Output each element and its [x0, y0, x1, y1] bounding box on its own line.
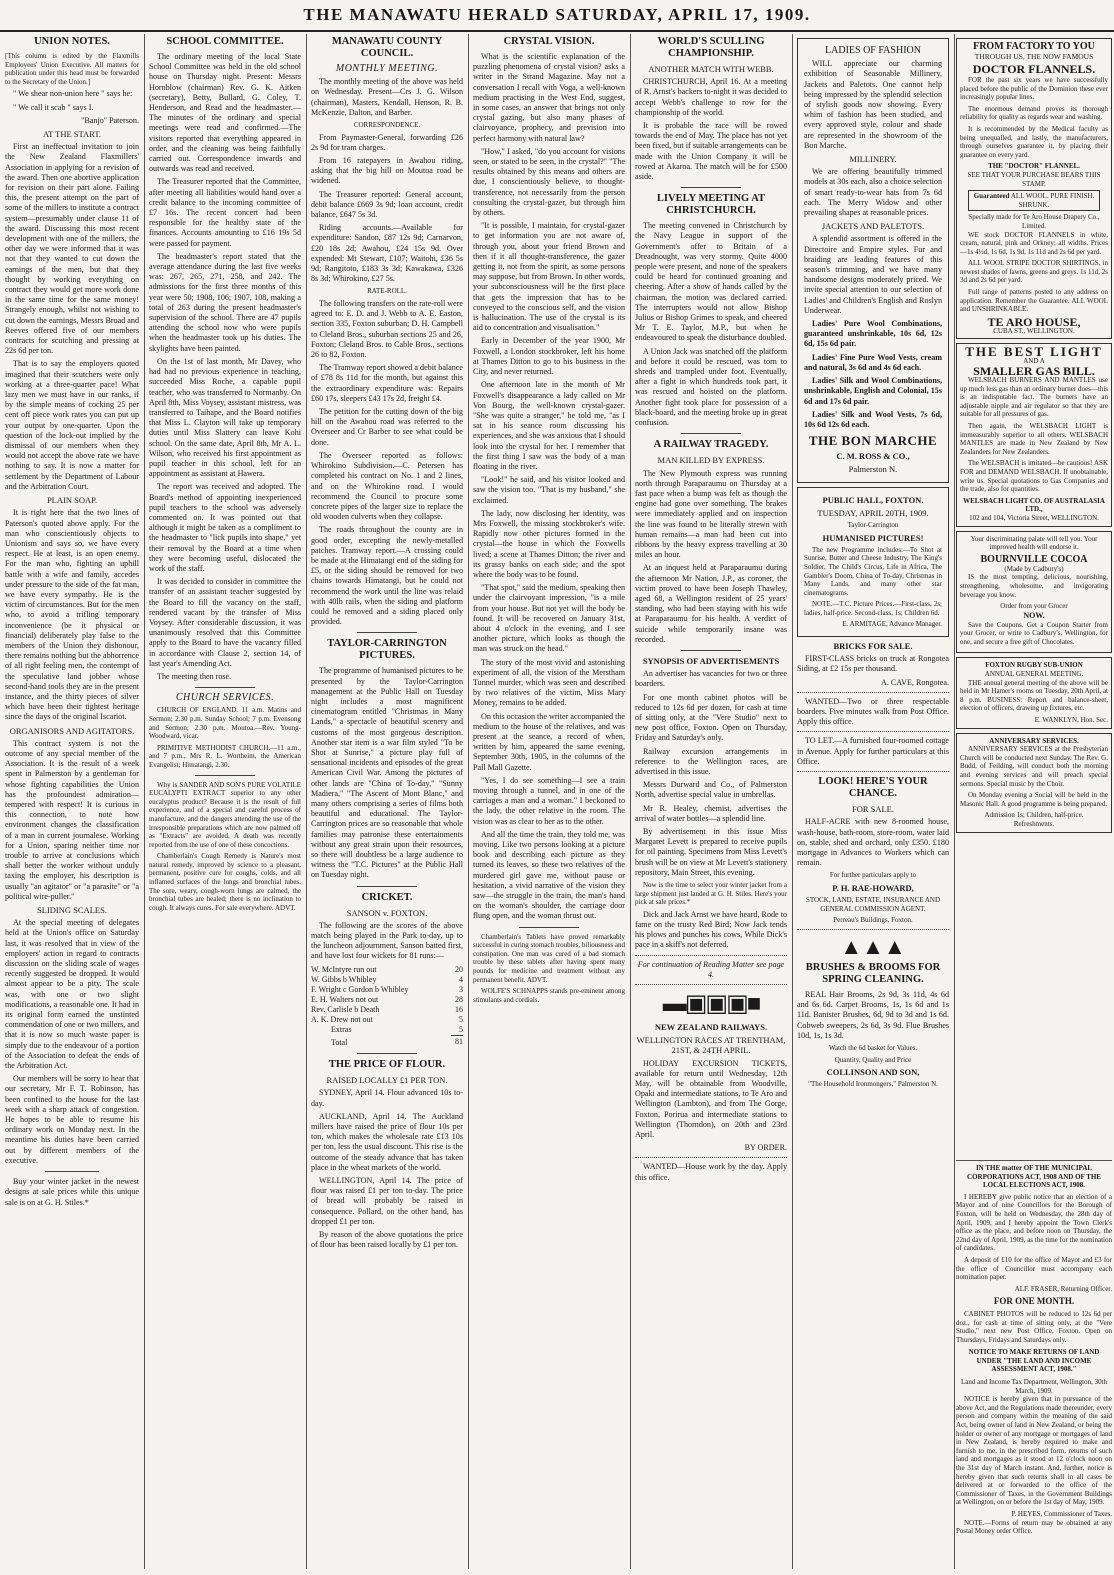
heading-correspondence: CORRESPONDENCE. [353, 121, 421, 130]
light-line-2: SMALLER GAS BILL. [973, 364, 1095, 379]
heading-organisors: ORGANISORS AND AGITATORS. [9, 725, 135, 736]
wool-item: Ladies' Silk and Wool Vests, 7s 6d, 10s 6d 12s 6d each. [804, 409, 942, 429]
paragraph: Our members will be sorry to hear that our secretary, Mr F. T. Robinson, has been confined to the house for the last week with a sharp attack of congestion. He hopes to be able to resume his ordinary work on Monday next. In the meantime his duties have been carried out by different members of the executive. [5, 1074, 139, 1165]
bon-marche-place: Palmerston N. [848, 464, 898, 475]
paragraph: The following transfers on the rate-roll were agreed to: E. D. and J. Webb to A. E. Easton, section 335, Foxton suburban; D. H. Campbell to Cleland Bros., suburban sections 25 and 26, Foxton; Cleland Bros. to Cable Bros., sections 26 to 82, Foxton. [311, 299, 463, 360]
flour-title: THE PRICE OF FLOUR. [328, 1059, 446, 1071]
column-crystal-vision [470, 34, 628, 1569]
divider [519, 927, 580, 928]
paragraph: This contract system is not the outcome of any special member of the Association. It is the result of a week spent in Palmerston by a gentleman for whose fighting capabilities the Union has the profoundest admiration—tempered with respect! It is curious in this connection, to note how environment changes the classification of a man in current journalese. Working for a Union, sparing neither time nor trouble to arrive at conclusions which shall better the worker without unduly taxing the employer, his description is usually "an agitator" or "a parasite" or "a political wire-puller." [5, 738, 139, 901]
county-council-title: MANAWATU COUNTY COUNCIL. [331, 36, 443, 59]
paragraph: The monthly meeting of the above was held on Wednesday. Present—Crs J. G. Wilson (chairman), Masters, Kendall, Henson, R. B. McKenzie, Dalton, and Barber. [311, 77, 463, 117]
railways-order: BY ORDER. [744, 1143, 787, 1153]
paragraph: Early in December of the year 1900, Mr Foxwell, a London stockbroker, left his home at Thames Ditton to go to his business in the City, and never returned. [473, 336, 625, 377]
hall-head: HUMANISED PICTURES! [822, 532, 924, 543]
paragraph: Mr R. Healey, chemist, advertises the arrival of water bottles—a splendid line. [635, 803, 787, 823]
quote-line-2: " We call it scab " says I. [13, 102, 94, 112]
tearo-house: TE ARO HOUSE, [987, 314, 1081, 329]
divider [357, 1053, 418, 1054]
paragraph: CABINET PHOTOS will be reduced to 12s 6d per doz., for cash at time of sitting only, at the "Vere Studio," next new Post Office, Foxton. Open on Thursdays, Fridays and Saturdays only. [956, 1309, 1112, 1344]
paragraph: I HEREBY give public notice that an election of a Mayor and of nine Councillors for the Borough of Foxton, will be held on Wednesday, the 28th day of April, 1909, and I hereby appoint the Town Clerk's office as the place, and before noon on Thursday, the 22nd day of April, 1909, as the time for the nomination of candidates. [956, 1192, 1112, 1253]
paragraph: The Overseer reported as follows: Whirokino Subdivision.—C. Petersen has completed his contract on No. 1 and 2 lines, and on the Whirokino road. I would recommend the Council to procure some concrete pipes of the larger size to replace the old wooden culverts when they collapse. [311, 450, 463, 522]
table-row: A. K. Drew not out 5 [311, 1014, 463, 1024]
stamp-title: THE "DOCTOR" FLANNEL. [988, 162, 1080, 171]
column-rule [306, 34, 307, 1569]
anniversary-advert [956, 733, 1112, 833]
bon-marche-name: C. M. ROSS & CO., [836, 451, 910, 462]
paragraph: "Look!" he said, and his visitor looked and saw the vision too. "That is my husband," she exclaimed. [473, 475, 625, 505]
paragraph: TO LET.—A furnished four-roomed cottage in Avenue. Apply for further particulars at this Office. [797, 736, 949, 766]
hall-date: TUESDAY, APRIL 20TH, 1909. [817, 507, 929, 518]
stamp-guaranteed: Guaranteed [973, 192, 1010, 201]
welsbach-company: WELSBACH LIGHT CO. OF AUSTRALASIA LTD., [963, 496, 1105, 514]
paragraph: "Yes, I do see something—I see a train moving through a tunnel, and in one of the carriages a man and a woman." I beckoned to the lady, the other relative in the room. The vision was as clear to her as to the other. [473, 775, 625, 826]
paragraph: ALL WOOL STRIPE DOCTOR SHIRTINGS, in newest shades of fawns, greens and greys. 1s 11d, 2s 3d and 2s 6d per yard. [960, 259, 1108, 285]
stamp-made: Specially made for Te Aro House Drapery Co., Limited. [968, 213, 1100, 230]
cricket-scorecard [311, 965, 463, 1049]
paragraph: REAL Hair Brooms, 2s 9d, 3s 11d, 4s 6d and 6s 6d. Carpet Brooms, 1s, 1s 6d and 1s 11d. Banister Brushes, 6d, 9d to 3d and 1s 6d. Cobweb sweepers, 2s 6d, 3s 9d. Flue Brushes 10d, 1s, 1s 3d. [797, 989, 949, 1040]
anniversary-admission: Admission 1s; Children, half-price. [984, 811, 1084, 820]
hall-sub: Taylor-Carrington [847, 520, 899, 529]
paragraph: On the 1st of last month, Mr Davey, who had had no previous experience in teaching, succeeded Miss Roche, a capable pupil teacher, who was transferred to Normanby. On April 8th, Miss Voysey, assistant mistress, was transferred to Taihape, and the Board notifies that Miss L. Clayton will take up temporary duties until Miss Slattery can leave Kohi school. On the same date, April 8th, Mr A. L. Wilson, who received his first appointment as pupil teacher in this school, left for an appointment as assistant at Hawera. [149, 356, 301, 479]
paragraph: "It is possible, I maintain, for crystal-gazer to get information you are not aware of, through you, about your friend Brown and then if it all thought-transference, the gazer getting it, not from the spirit, as some persons may suppose, but from Brown. In other words, your subconsciousness will be the first place that gets the impression that has to be conveyed to the conscious self, and the vision is hallucination. The use of the crystal is its aid to concentration and visualisation." [473, 221, 625, 333]
paragraph: "How," I asked, "do you account for visions seen, or stated to be seen, in the crystal?" "The results obtained by this means and others are due, I conscientiously believe, to thought-transference, not necessarily from the person consulting the crystal-gazer, but through him by others. [473, 146, 625, 218]
railways-paragraph: HOLIDAY EXCURSION TICKETS, available for return until Wednesday, 12th May, will be obtainable from Woodville, Opaki and intermediate stations, to Te Aro and Wellington (Lambton), and from The Gorge, Foxton, Porirua and intermediate stations to Wellington (Thorndon), on 20th and 23rd April. [635, 1058, 787, 1140]
paragraph: The enormous demand proves its thorough reliability for quality as regards wear and washing. [960, 104, 1108, 122]
paragraph: The Tramway report showed a debit balance of £78 8s 11d for the month, but against this the extraordinary expenditure was: Repairs £60 17s, sleepers £43 17s 2d, freight £4. [311, 363, 463, 403]
paragraph: The lady, now disclosing her identity, was Mrs Foxwell, the missing stockbroker's wife. Rapidly now other pictures formed in the crystal—the house in which the Foxwells lived; a scene at Thames Ditton; the river and its grassy banks on each side; and the spot where the body was to be found. [473, 508, 625, 579]
railways-title: NEW ZEALAND RAILWAYS. [654, 1022, 768, 1033]
rugby-heading: FOXTON RUGBY SUB-UNION [985, 661, 1083, 670]
heading-sliding-scales: SLIDING SCALES. [37, 905, 107, 916]
tablets-advert: Chamberlain's Tablets have proved remarkably successful in curing stomach troubles, biliousness and constipation. One man was cured of a bad stomach trouble by these tablets after having spent many pounds for medicine and treatment without any permanent benefit. ADVT. [473, 932, 625, 984]
paragraph: CHRISTCHURCH, April 16. At a meeting of R. Arnst's backers to-night it was decided to accept Webb's challenge to row for the championship of the world. [635, 77, 787, 117]
railway-tragedy-sub: MAN KILLED BY EXPRESS. [657, 455, 765, 466]
column-rule [630, 34, 631, 1569]
paragraph: FOR the past six years we have successfully placed before the public of the Dominion these ever increasingly popular lines. [960, 76, 1108, 102]
brush-illustration: ▲▲▲ [840, 933, 906, 959]
paragraph: HALF-ACRE with new 8-roomed house, wash-house, bath-room, store-room, water laid on, stable, shed and orchard, only £350. £180 mortgage in Advances to Workers which can remain. [797, 817, 949, 868]
paragraph: The report was received and adopted. The Board's method of appointing inexperienced pupil teachers to the school was adversely commented on. It was pointed out that although it might be taken as a compliment to the headmaster to "lick pupils into shape," yet their removal by the Board at a time when they were becoming useful, dislocated the work of the staff. [149, 482, 301, 573]
cocoa-by: (Made by Cadbury's) [1004, 564, 1064, 573]
cocoa-heading: BOURNVILLE COCOA [980, 553, 1088, 565]
spacer [820, 34, 826, 1569]
divider [195, 687, 256, 688]
ladies-title: LADIES OF FASHION [825, 45, 921, 56]
paragraph: SYDNEY, April 14. Flour advanced 10s to-day. [311, 1088, 463, 1108]
paragraph: We are offering beautifully trimmed models at 30s each, also a choice selection of smart ready-to-wear hats from 7s 6d each. The Merry Widow and other prevailing shapes at reasonable prices. [804, 167, 942, 218]
paragraph: The Treasurer reported that the Committee, after meeting all liabilities would hand over a credit balance to the incoming committee of £7 16s. The recent concert had been responsible for the healthy state of the finances. Accounts amounting to £16 19s 5d were passed for payment. [149, 177, 301, 248]
wool-item: Ladies' Silk and Wool Combinations, unshrinkable, English and Colonial, 15s 6d and 17s 6d pair. [804, 376, 942, 406]
paragraph: The following are the scores of the above match being played in the Park to-day, up to the luncheon adjournment, Sanson batted first, and have lost four wickets for 81 runs:— [311, 920, 463, 961]
rugby-signature: E. WANKLYN, Hon. Sec. [1034, 716, 1108, 725]
sale-address: Perreau's Buildings, Foxton. [833, 916, 913, 925]
brush-quality: Quantity, Quality and Price [834, 1055, 912, 1064]
anniversary-heading: ANNIVERSARY SERVICES. [989, 736, 1079, 745]
column-rule [468, 34, 469, 1569]
stamp-lines: ALL WOOL. PURE FINISH. SHRUNK. [1010, 192, 1095, 209]
paragraph: The ordinary meeting of the local State School Committee was held in the old school house on Thursday night. Present: Messrs Hornblow (chairman) Rev. G. K. Aitken (secretary), Betty, Bullard, G. Coley, T. Henderson, and Read and the headmaster.—The minutes of the ordinary and special meetings were read and confirmed.—The visitors reported that everything appeared in order, and the cleaning was being faithfully carried out. Correspondence inwards and outwards was read and received. [149, 52, 301, 174]
brushes-heading: BRUSHES & BROOMS FOR SPRING CLEANING. [805, 961, 941, 985]
paragraph: By advertisement in this issue Miss Margaret Levett is prepared to receive pupils for oil painting. Specimens from Miss Levett's brush will be on view at Mr Levett's stationery repository, Main Street, this evening. [635, 827, 787, 877]
welsbach-advert [956, 343, 1112, 526]
column-adverts [794, 34, 952, 1569]
table-row: Rev. Carlisle b Death 16 [311, 1004, 463, 1014]
paragraph: On this occasion the writer accompanied the medium to the house of the relatives, and was present at the seance, a record of when, written by him, appeared the same evening, September 30th, 1905, in the columns of the Pall Mall Gazette. [473, 711, 625, 772]
rugby-advert [956, 657, 1112, 728]
footer-notice: Buy your winter jacket in the newest designs at sale prices while this unique sale is on at G. H. Stiles.* [5, 1177, 139, 1207]
brush-firm: COLLINSON AND SON, [826, 1067, 920, 1078]
cricket-title: CRICKET. [361, 891, 413, 903]
paragraph: A deposit of £10 for the office of Mayor and £3 for the office of Councillor must accompany each nomination paper. [956, 1255, 1112, 1282]
paragraph: Then again, the WELSBACH LIGHT is immeasurably superior to all others. WELSBACH MANTLES are made in New Zealand by New Zealanders for New Zealanders. [960, 422, 1108, 456]
pictures-title: TAYLOR-CARRINGTON PICTURES. [327, 638, 447, 662]
paragraph: At an inquest held at Paraparaumu during the afternoon Mr Nation, J.P., as coroner, the victim proved to have been Joseph Thawley, aged 68, a Wellington resident of 25 years' standing, who had been staying with his wife at Paraparaumu for his health. A verdict of suicide while temporarily insane was recorded. [635, 563, 787, 644]
paragraph: NOTE.—T.C. Picture Prices.—First-class, 2s; ladies, half-price. Second-class, 1s; Children 6d. [804, 600, 942, 617]
paragraph: Messrs Durward and Co., of Palmerston North, advertise special value in umbrellas. [635, 780, 787, 800]
divider [195, 775, 256, 776]
factory-head: DOCTOR FLANNELS. [972, 62, 1096, 76]
guarantee-stamp [968, 190, 1100, 211]
church-listing: PRIMITIVE METHODIST CHURCH.—11 a.m., and 7 p.m., Mrs R. L. Wortheim, the American Evangelist; Himatangi, 2.30. [149, 743, 301, 769]
paragraph: The roads throughout the county are in good order, excepting the newly-metalled patches. Tramway report.—A crossing could be made at the Himatangi end of the siding for £5, or the siding should be removed for two chains towards Himatangi, but he could not recommend the work until the line was relaid with 40lb rails, when the siding and platform could be removed and a siding placed only provided. [311, 525, 463, 627]
factory-sub: THROUGH US, THE NOW FAMOUS [974, 52, 1094, 61]
light-and: AND A [1023, 357, 1045, 366]
sale-apply: For further particulars apply to [829, 871, 917, 880]
divider [681, 433, 742, 434]
table-row: Total 81 [331, 1036, 463, 1048]
brush-firm-sub: "The Household Ironmongers," Palmerston N. [808, 1080, 938, 1089]
paragraph: NOTICE is hereby given that in pursuance of the above Act, and the Regulations made thereunder, every person and company within the meaning of the said Act, being owner of land in New Zealand, or being the holder or owner of any mortgage or mortgages of land in New Zealand, is hereby required to make and furnish to me, in the prescribed form, returns of such land and mortgages as it stood at 12 o'clock noon on the 31st day of March instant. And, further, notice is hereby given that such returns shall in all cases be delivered at or forwarded to the office of the Commissioner of Taxes, in the Government Buildings at Wellington, on or before the 1st day of May, 1909. [956, 1395, 1112, 1507]
railways-sub: WELLINGTON RACES AT TRENTHAM, 21ST, & 24TH APRIL. [636, 1035, 786, 1056]
paragraph: Save the Coupons. Get a Coupon Starter from your Grocer, or write to Cadbury's, Wellington, for one, and secure a free gift of Chocolates. [960, 620, 1108, 646]
table-row: W. McIntyre run out 20 [311, 964, 463, 974]
wanted-advert: WANTED—House work by the day. Apply this office. [635, 1162, 787, 1182]
paragraph: The headmaster's report stated that the average attendance during the last five weeks was: 267, 265, 271, 258, and 242. The admissions for the first three months of this year were 50; 1908, 106; 1907, 108, making a total of 263 during the present headmaster's supervision of the school. There are 47 pupils attending the school now who were pupils when the headmaster took up his duties. The skylights have been painted. [149, 251, 301, 353]
column-rule [144, 34, 145, 1569]
cough-remedy-advert: Chamberlain's Cough Remedy is Nature's most natural remedy, improved by science to a pleasant, permanent, positive cure for coughs, colds, and all inflamed surfaces of the lungs and bronchial tubes. The sore, weary, cough-worn lungs are calmed, the bronchial tubes are healed; there is no inclination to cough. It always cures. For sale everywhere. ADVT. [149, 852, 301, 912]
paragraph: On Monday evening a Social will be held in the Masonic Hall. A good programme is being prepared. [960, 791, 1108, 808]
verse: Dick and Jack Arnst we have heard, Rode to fame on the trusty Red Bird; Now Jack tends his plows and punches his cows, While Dick's pace in a skiff's not deferred. [635, 909, 787, 950]
for-sale-heading: FOR SALE. [851, 804, 895, 815]
paragraph: One afternoon late in the month of Mr Foxwell's disappearance a lady called on Mr Von Bourg, the well-known crystal-gazer. "She was quite a stranger," he told me, "as I sat in his seance room discussing his experiences, and she was anxious that I should look into the crystal for her. I remember that the first thing I saw was the body of a man floating in the river. [473, 380, 625, 471]
lively-meeting-title: LIVELY MEETING AT CHRISTCHURCH. [656, 193, 766, 217]
paragraph: The meeting then rose. [157, 671, 232, 681]
paragraph: Riding accounts.—Available for expenditure: Sandon, £87 12s 9d; Carnarvon, £20 18s 2d; Awahou, £24 15s 9d. Over expended: Mt Stewart, £107; Waitohi, £36 5s 9d; Rangitoto, £183 3s 3d; Kawakawa, £326 8s 3d; Whirokino, £27 5s. [311, 223, 463, 284]
paragraph: WANTED—Two or three respectable boarders. Five minutes walk from Post Office. Apply this office. [797, 696, 949, 727]
quote-author: "Banjo" Paterson. [81, 115, 139, 125]
divider [357, 886, 418, 887]
divider [357, 632, 418, 633]
paragraph: WELLINGTON, April 14. The price of flour was raised £1 per ton to-day. The price of bread will probably be raised in consequence. Pollard, on the other hand, has dropped £1 per ton. [311, 1175, 463, 1226]
paragraph: AUCKLAND, April 14. The Auckland millers have raised the price of flour 10s per ton, which makes the wholesale rate £13 10s per ton, less the usual discount. This rise is the outcome of the steady advance that has taken place in the wheat markets of the world. [311, 1111, 463, 1172]
cocoa-now: NOW. [1023, 610, 1045, 620]
paragraph: Now is the time to select your winter jacket from a large shipment just landed at G. H. Stiles. Here's your pick at sale prices.* [635, 881, 787, 907]
factory-title: FROM FACTORY TO YOU [973, 41, 1095, 52]
heading-plain-soap: PLAIN SOAP. [46, 495, 98, 506]
paragraph: IS the most tempting, delicious, nourishing, strengthening, wholesome, and invigorating beverage you know. [960, 573, 1108, 599]
paragraph: ANNIVERSARY SERVICES at the Presbyterian Church will be conducted next Sunday. The Rev. G. Budd, of Feilding, will conduct both the morning and evening services and will preach special sermons. Special music by the Choir. [960, 745, 1108, 788]
divider [635, 984, 787, 985]
paragraph: "That spot," said the medium, speaking then under the clairvoyant impression, "is a mile from your house. But not yet will the body be found. It will be recovered on January 31st, about 4 o'clock in the evening, and I see another picture, which looks as though the man was struck on the head." [473, 583, 625, 654]
paragraph: THE annual general meeting of the above will be held in Mr Hamer's rooms on Tuesday, 20th April, at 8 p.m. BUSINESS: Report and balance-sheet, election of officers, drawing up fixtures, etc. [960, 678, 1108, 713]
paragraph: WE stock DOCTOR FLANNELS in white, cream, natural, pink and Orkney; all widths. Prices—1s 4½d, 1s 6d, 1s 9d, 1s 11d and 2s 6d per yard. [960, 230, 1108, 256]
paragraph: The story of the most vivid and astonishing experiment of all, the vision of the Merstham Tunnel murder, which was seen and described by two relatives of the victim, Miss Mary Money, remains to be added. [473, 657, 625, 708]
paragraph: For one month cabinet photos will be reduced to 12s 6d per dozen, for cash at time of sitting only, at the "Vere Studio" next to new post office, Foxton. Open on Thursday, Friday and Saturday's only. [635, 692, 787, 743]
train-illustration: ▬▣▣▣■ [662, 991, 760, 1018]
flour-sub: RAISED LOCALLY £1 PER TON. [326, 1075, 448, 1086]
paragraph: And all the time the train, they told me, was moving. Like two persons looking at a picture book and describing each picture as they turned its leaves, so these two relatives of the murdered girl gave me, without pause or hesitation, a vivid narrative of the vision they saw—the struggle in the train, the man's hand on the woman's shoulder, the carriage door flung open, and the woman thrust out. [473, 829, 625, 921]
municipal-signature: ALF. FRASER, Returning Officer. [1014, 1284, 1112, 1293]
divider [45, 1171, 99, 1172]
brush-watch: Watch the 6d basket for Values. [828, 1043, 918, 1052]
paragraph: It is recommended by the Medical faculty as being unequalled, and lastly, the manufacturers, through ourselves guarantee it, by placing their guarantee on every yard. [960, 124, 1108, 159]
paragraph: The meeting convened in Christchurch by the Navy League in support of the Government's offer to Britain of a Dreadnought, was very stormy. Quite 4000 people were present, and none of the speakers could be heard for continued groaning and cheering. After a show of hands called by the chairman, the motion was declared carried. The interrupters would not allow Bishop Julius or Bishop Grimes to speak, and cheered Mr T. E. Taylor, M.P., but when he endeavoured to speak the disturbance doubled. [635, 221, 787, 343]
bon-marche-title: THE BON MARCHE [808, 433, 938, 449]
millinery-heading: MILLINERY. [849, 154, 897, 165]
paragraph: At the special meeting of delegates held at the Union's office on Saturday last, it was resolved that in view of the employers' action in regard to contracts discussion on the sliding scale of wages recently suggested be dropped. It would almost appear to be a pity. The scale was, with one or two slight modifications, a reasonable one. It had in its original form earned the unstinted commendation of one or two millers, and that it is now so much waste paper is simply due to the endeavour of a portion of the Association to defeat the ends of the Arbitration Act. [5, 918, 139, 1071]
paragraph: A Union Jack was snatched off the platform and before it could be rescued, was torn to shreds and trampled under foot. Eventually, after a fight in which hundreds took part, it was rescued and hoisted on the platform. Another fight took place for possession of a black-board, and the meeting broke up in great confusion. [635, 346, 787, 428]
sale-agent: P. H. RAE-HOWARD, [832, 882, 914, 893]
anniversary-refreshments: Refreshments. [1013, 819, 1055, 828]
divider [681, 187, 742, 188]
paragraph: Railway excursion arrangements in reference to the Wellington races, are advertised in this issue. [635, 746, 787, 776]
look-heading: LOOK! HERE'S YOUR CHANCE. [818, 776, 928, 800]
cocoa-advert [956, 531, 1112, 654]
table-row: W. Gibbs b Whibley 4 [311, 974, 463, 984]
cricket-sub: SANSON v. FOXTON. [346, 907, 428, 918]
paragraph: What is the scientific explanation of the puzzling phenomena of crystal vision? asks a writer in the Strand Magazine. May not a conversation I recall with Voga, a well-known medium practising in the West End, suggest, in some cases, an answer that brings not only crystal gazing, but also many phases of clairvoyance, prophecy, and prevision into perfect harmony with natural law? [473, 52, 625, 143]
divider [635, 955, 787, 956]
rugby-sub: ANNUAL GENERAL MEETING. [984, 670, 1084, 679]
hall-title: PUBLIC HALL, FOXTON. [822, 494, 924, 505]
divider [681, 650, 742, 651]
paragraph: WILL appreciate our charming exhibition of Seasonable Millinery, Jackets and Paletots. One cannot help being impressed by the splendid selection of stylish goods now showing. Every whim of fashion has been studied, and every approved style, colour and shade are represented in the showroom of the Bon Marche. [804, 59, 942, 150]
wool-item: Ladies' Fine Pure Wool Vests, cream and natural, 3s 6d and 4s 6d each. [804, 352, 942, 372]
doctor-flannels-advert [956, 38, 1112, 339]
synopsis-title: SYNOPSIS OF ADVERTISEMENTS [642, 655, 780, 666]
paragraph: From Paymaster-General, forwarding £26 2s 9d for tram charges. [311, 132, 463, 152]
tax-heading: NOTICE TO MAKE RETURNS OF LAND UNDER "THE LAND AND INCOME ASSESSMENT ACT, 1908." [968, 1348, 1100, 1374]
church-services-title: CHURCH SERVICES. [175, 692, 275, 704]
paragraph: By reason of the above quotations the price of flour has been raised locally by £1 per ton. [311, 1229, 463, 1250]
one-month-heading: FOR ONE MONTH. [993, 1296, 1075, 1307]
welsbach-address: 102 and 104, Victoria Street, WELLINGTON. [969, 513, 1099, 522]
municipal-heading: IN THE matter OF THE MUNICIPAL CORPORATIONS ACT, 1908 AND OF THE LOCAL ELECTIONS ACT, 1908. [967, 1164, 1101, 1190]
masthead: THE MANAWATU HERALD SATURDAY, APRIL 17, 1909. [0, 0, 1114, 32]
paragraph: The New Plymouth express was running north through Paraparaumu on Thursday at a fast pace when a bump was felt as though the engine had gone over something. The brakes were immediately applied and on inspection the line was found to be literally strewn with human remains—a man had been cut into ribbons by the heavy express travelling at 30 miles an hour. [635, 468, 787, 560]
sculling-sub: ANOTHER MATCH WITH WEBB. [648, 64, 774, 74]
wool-item: Ladies' Pure Wool Combinations, guaranteed unshrinkable, 10s 6d, 12s 6d, 15s 6d pair. [804, 319, 942, 349]
paragraph: That is to say the employers quoted imagined that their scutchers were only working at a three-quarter pace! What lazy men we must have in our ranks, if by the simple means of cocking 25 per cent off piece work rates you can put up your output by one-quarter. Upon the question of the lock-out implied by the dismissal of our members when they would not accept the above rate we have nothing to say. It is now a matter for settlement by the Department of Labour and the Arbitration Court. [5, 359, 139, 491]
light-line-1: THE BEST LIGHT [965, 344, 1103, 360]
column-school-committee [146, 34, 304, 1569]
paragraph: It was decided to consider in committee the transfer of an assistant teacher suggested by the Board to fill the vacancy on the staff, rendered vacant by the transfer of Miss Voysey. After considerable discussion, it was unanimously resolved that this Committee apply to the Board to have the vacancy filled in accordance with Clause 2, section 14, of last year's Amending Act. [149, 577, 301, 668]
paragraph: A splendid assortment is offered in the Directoire and Empire styles. Fur and braiding are leading features of this season's trimming, and we have many handsome designs moderately priced. We invite special attention to our selection of Ladies' and Children's English and Roslyn Underwear. [804, 234, 942, 315]
heading-at-the-start: AT THE START. [42, 128, 102, 139]
sale-agent-sub: STOCK, LAND, ESTATE, INSURANCE AND GENERAL COMMISSION AGENT. [805, 896, 941, 913]
union-notes-title: UNION NOTES. [34, 36, 110, 47]
paragraph: The WELSBACH is imitated—be cautious! ASK FOR and DEMAND WELSBACH. If unobtainable, write us. Special quotations to Gas Companies and the trade, also for quantities. [960, 459, 1108, 494]
paragraph: Your discriminating palate will tell you. Your improved health will endorse it. [970, 534, 1098, 552]
tax-department: Land and Income Tax Department, Wellington, 30th March, 1909. [960, 1378, 1108, 1395]
paragraph: WELSBACH BURNERS AND MANTLES use up much less gas than an ordinary burner does—this is an indisputable fact. The burners have an adjustable nipple and air regulator so that they are suitable for all pressures of gas. [960, 376, 1108, 419]
paragraph: FIRST-CLASS bricks on truck at Rongotea Siding, at £2 15s per thousand. [797, 654, 949, 674]
column-sculling [632, 34, 790, 1569]
bricks-signature: A. CAVE, Rongotea. [881, 677, 949, 687]
quote-line-1: " We shear non-union here " says he: [13, 89, 133, 99]
crystal-vision-title: CRYSTAL VISION. [503, 36, 595, 47]
paragraph: The Treasurer reported: General account, debit balance £669 3s 9d; loan account, credit balance, £647 5s 3d. [311, 189, 463, 220]
paragraph: First an ineffectual invitation to join the New Zealand Flaxmillers' Association in applying for a revision of the award. Then one abortive application for revision on their part alone. Failing this, the present attempt on the part of some of the millers to institute a contract system—presumably under clause 11 of the award. Discussing this most recent development with one of the millers, the other day we were informed that it was not that they wanted to cut down the earnings of the men, but that they thought by working everything on contract they would get more work done in the same time for the same money! Strangely enough, whilst not wishing to cut down the earnings, Messrs Broad and Reeves offered five of our members contracts for scutching and pressing at 22s 6d per ton. [5, 142, 139, 356]
table-row: Extras 5 [331, 1024, 463, 1034]
column-rule [954, 34, 955, 1569]
railway-tragedy-title: A RAILWAY TRAGEDY. [653, 439, 769, 451]
table-row: E. H. Walters not out 28 [311, 994, 463, 1004]
column-county-council [308, 34, 466, 1569]
paragraph: From 16 ratepayers in Awahou riding, asking that the big hill on Moutoa road be widened. [311, 156, 463, 186]
paragraph: The petition for the cutting down of the big hill on the Awahou road was referred to the Overseer and Cr Barber to see what could be done. [311, 407, 463, 447]
eucalypti-advert: Why is SANDER AND SON'S PURE VOLATILE EUCALYPTI EXTRACT superior to any other eucalyptus product? Because it is the result of full experience, and of a special and careful process of manufacture, and the dangers attending the use of the irresponsible preparations which are now palmed off as "Extracts" are avoided. A death was recently reported from the use of one of these concoctions. [149, 780, 301, 849]
paragraph: It is right here that the two lines of Paterson's quoted above apply. For the man who conscientiously objects to Unionism and says so, we have every respect. He at least, is an open enemy. For the man who, fighting an uphill battle with a wife and family, accedes under pressure to the side of the fat man, we have every sympathy. He is the victim of circumstances. But for the men who, to avoid a trifling temporary inconvenience (be it physical or financial) deliberately play false to the members of the Union they dishonour, there remains nothing but the abhorrence of all right feeling men, the contempt of the speculative land jobber whose second-hand tools they are in the present instance, and the thirty pieces of silver which have been their tightest heritage since the days of the original Iscariot. [5, 508, 139, 722]
bricks-heading: BRICKS FOR SALE. [833, 641, 913, 652]
cocoa-order: Order from your Grocer [1000, 602, 1068, 611]
column-union-notes [2, 34, 142, 1569]
column-rule [792, 34, 793, 1569]
jackets-heading: JACKETS AND PALETOTS. [821, 221, 925, 232]
hall-manager: E. ARMITAGE, Advance Manager. [842, 620, 942, 629]
paragraph: The programme of humanised pictures to be presented by the Taylor-Carrington management at the Public Hall on Tuesday night includes a most magnificent cinematogram entitled "Christmas in Many Lands," a spectacle of beautiful scenery and customs of the most gorgeous description. Another star item is a war film styled "To be Shot at Sunrise," a picture play full of sensational incidents and episodes of the great American Civil War. Among the pictures of other lands are "China of To-day," "Sunny Madiera," "The Ascent of Mont Blanc," and many others comprising a series of films both beautiful and educational. The Taylor-Carrington prices are so reasonable that whole families may patronise these entertainments without any great strain upon their resources, so there will doubtless be a large audience to witness the "T.C. Pictures" at the Public Hall on Tuesday night. [311, 666, 463, 880]
sculling-title: WORLD'S SCULLING CHAMPIONSHIP. [657, 36, 765, 59]
divider [635, 1157, 787, 1158]
continuation-note: For continuation of Reading Matter see page 4. [637, 959, 785, 979]
monthly-meeting-sub: MONTHLY MEETING. [335, 63, 439, 74]
union-notes-note: [This column is edited by the Flaxmills Employees' Union Executive. All matters for publication under this head must be forwarded to the Secretary of the Union.] [5, 52, 139, 86]
stamp-left: SEE THAT YOUR PURCHASE BEARS THIS STAMP. [967, 170, 1101, 188]
church-listing: CHURCH OF ENGLAND. 11 a.m. Matins and Sermon; 2.30 p.m. Sunday School; 7 p.m. Evensong and Sermon; 2.30 p.m. Moutoa.—Rev. Young-Woodward, vicar. [149, 706, 301, 741]
tax-signature: P. HEYES, Commissioner of Taxes. [1011, 1509, 1112, 1518]
school-committee-title: SCHOOL COMMITTEE. [166, 36, 284, 47]
table-row: F. Wright c Gordon b Whibley 3 [311, 984, 463, 994]
paragraph: The new Programme includes:—To Shot at Sunrise, Butter and Cheese Industry, The King's Soldier, The Child's Circus, Life in Africa, The Gambler's Doom, China of To-day, Christmas in Many Lands, and many other star cinematograms. [804, 545, 942, 597]
heading-rate-roll: RATE-ROLL. [367, 287, 407, 296]
notices-block [956, 1160, 1112, 1571]
paragraph: Full range of patterns posted to any address on application. Remember the Guarantee. ALL WOOL and UNSHRINKABLE. [960, 288, 1108, 314]
tearo-address: CUBA ST., WELLINGTON. [993, 326, 1075, 335]
paragraph: NOTE.—Forms of return may be obtained at any Postal Money order Office. [956, 1518, 1112, 1536]
schnapps-advert: WOLFE'S SCHNAPPS stands pre-eminent among stimulants and cordials. [473, 987, 625, 1004]
paragraph: It is probable the race will be rowed towards the end of May. The place has not yet been fixed, but if suitable arrangements can be made with the Union Company it will be rowed at Akaroa. The match will be for £500 aside. [635, 121, 787, 182]
paragraph: An advertiser has vacancies for two or three boarders. [635, 669, 787, 689]
